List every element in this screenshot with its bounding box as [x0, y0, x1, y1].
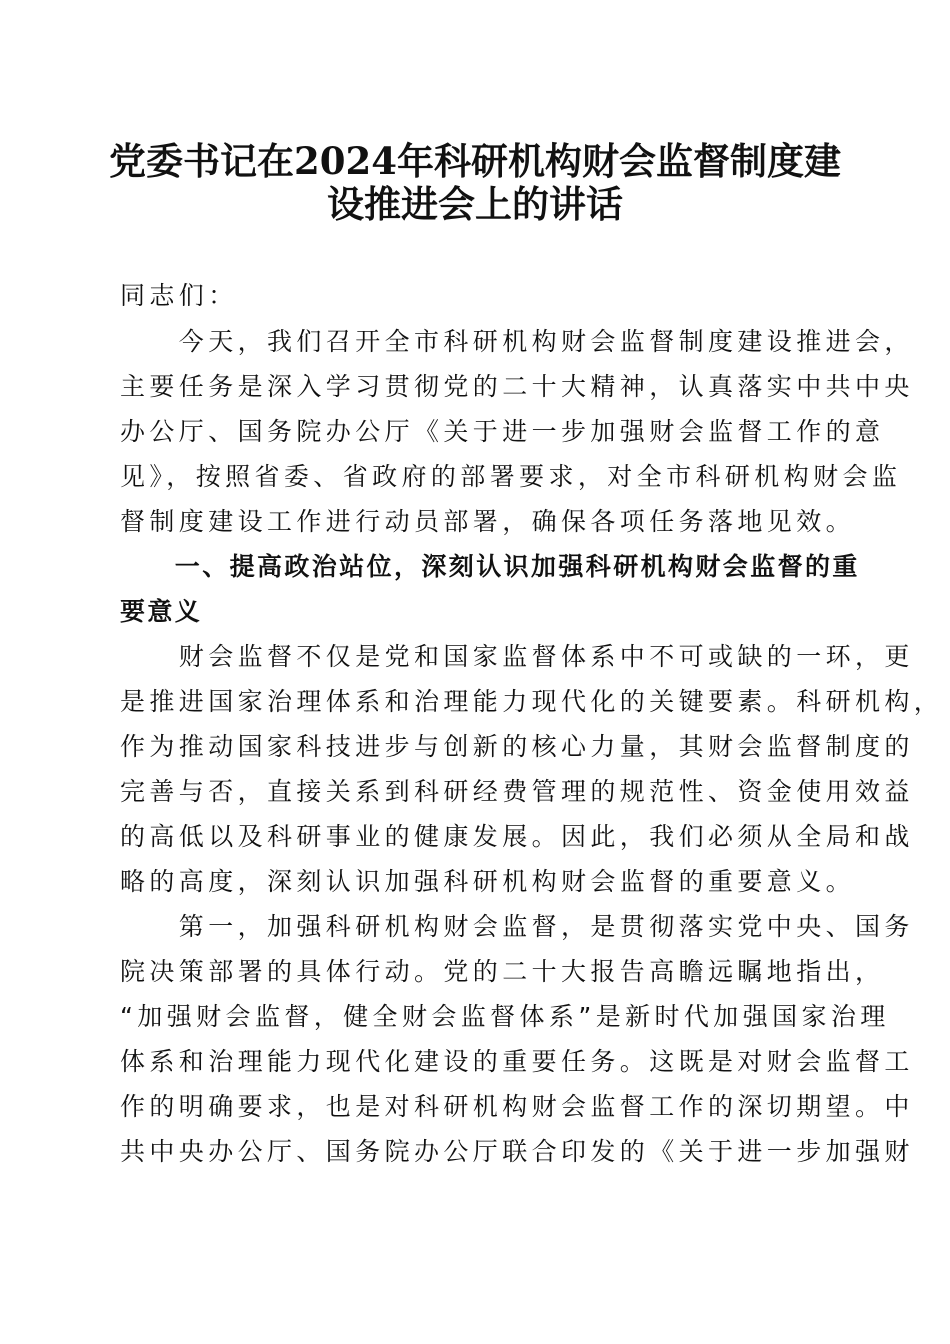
body-line: “加强财会监督，健全财会监督体系”是新时代加强国家治理 [120, 1002, 890, 1031]
body-line: 督制度建设工作进行动员部署，确保各项任务落地见效。 [120, 507, 856, 536]
body-line: 主要任务是深入学习贯彻党的二十大精神，认真落实中共中央 [120, 372, 914, 401]
body-line: 今天，我们召开全市科研机构财会监督制度建设推进会， [120, 327, 914, 356]
document-title-line-1: 党委书记在2024年科研机构财会监督制度建 [109, 139, 841, 183]
body-line: 是推进国家治理体系和治理能力现代化的关键要素。科研机构， [120, 687, 944, 716]
body-line: 办公厅、国务院办公厅《关于进一步加强财会监督工作的意 [120, 417, 885, 446]
body-line: 作为推动国家科技进步与创新的核心力量，其财会监督制度的 [120, 732, 914, 761]
body-line: 的高低以及科研事业的健康发展。因此，我们必须从全局和战 [120, 822, 914, 851]
body-line: 财会监督不仅是党和国家监督体系中不可或缺的一环，更 [120, 642, 914, 671]
body-line: 第一，加强科研机构财会监督，是贯彻落实党中央、国务 [120, 912, 914, 941]
body-line: 院决策部署的具体行动。党的二十大报告高瞻远瞩地指出， [120, 957, 885, 986]
body-line: 作的明确要求，也是对科研机构财会监督工作的深切期望。中 [120, 1092, 914, 1121]
section-heading: 一、提高政治站位，深刻认识加强科研机构财会监督的重 [120, 552, 860, 581]
body-line: 见》，按照省委、省政府的部署要求，对全市科研机构财会监 [120, 462, 902, 491]
document-title-line-2: 设推进会上的讲话 [327, 182, 623, 226]
body-line: 略的高度，深刻认识加强科研机构财会监督的重要意义。 [120, 867, 856, 896]
body-line: 完善与否，直接关系到科研经费管理的规范性、资金使用效益 [120, 777, 914, 806]
salutation: 同志们： [120, 281, 238, 310]
body-line: 共中央办公厅、国务院办公厅联合印发的《关于进一步加强财 [120, 1137, 914, 1166]
section-heading: 要意义 [120, 597, 203, 626]
body-line: 体系和治理能力现代化建设的重要任务。这既是对财会监督工 [120, 1047, 914, 1076]
